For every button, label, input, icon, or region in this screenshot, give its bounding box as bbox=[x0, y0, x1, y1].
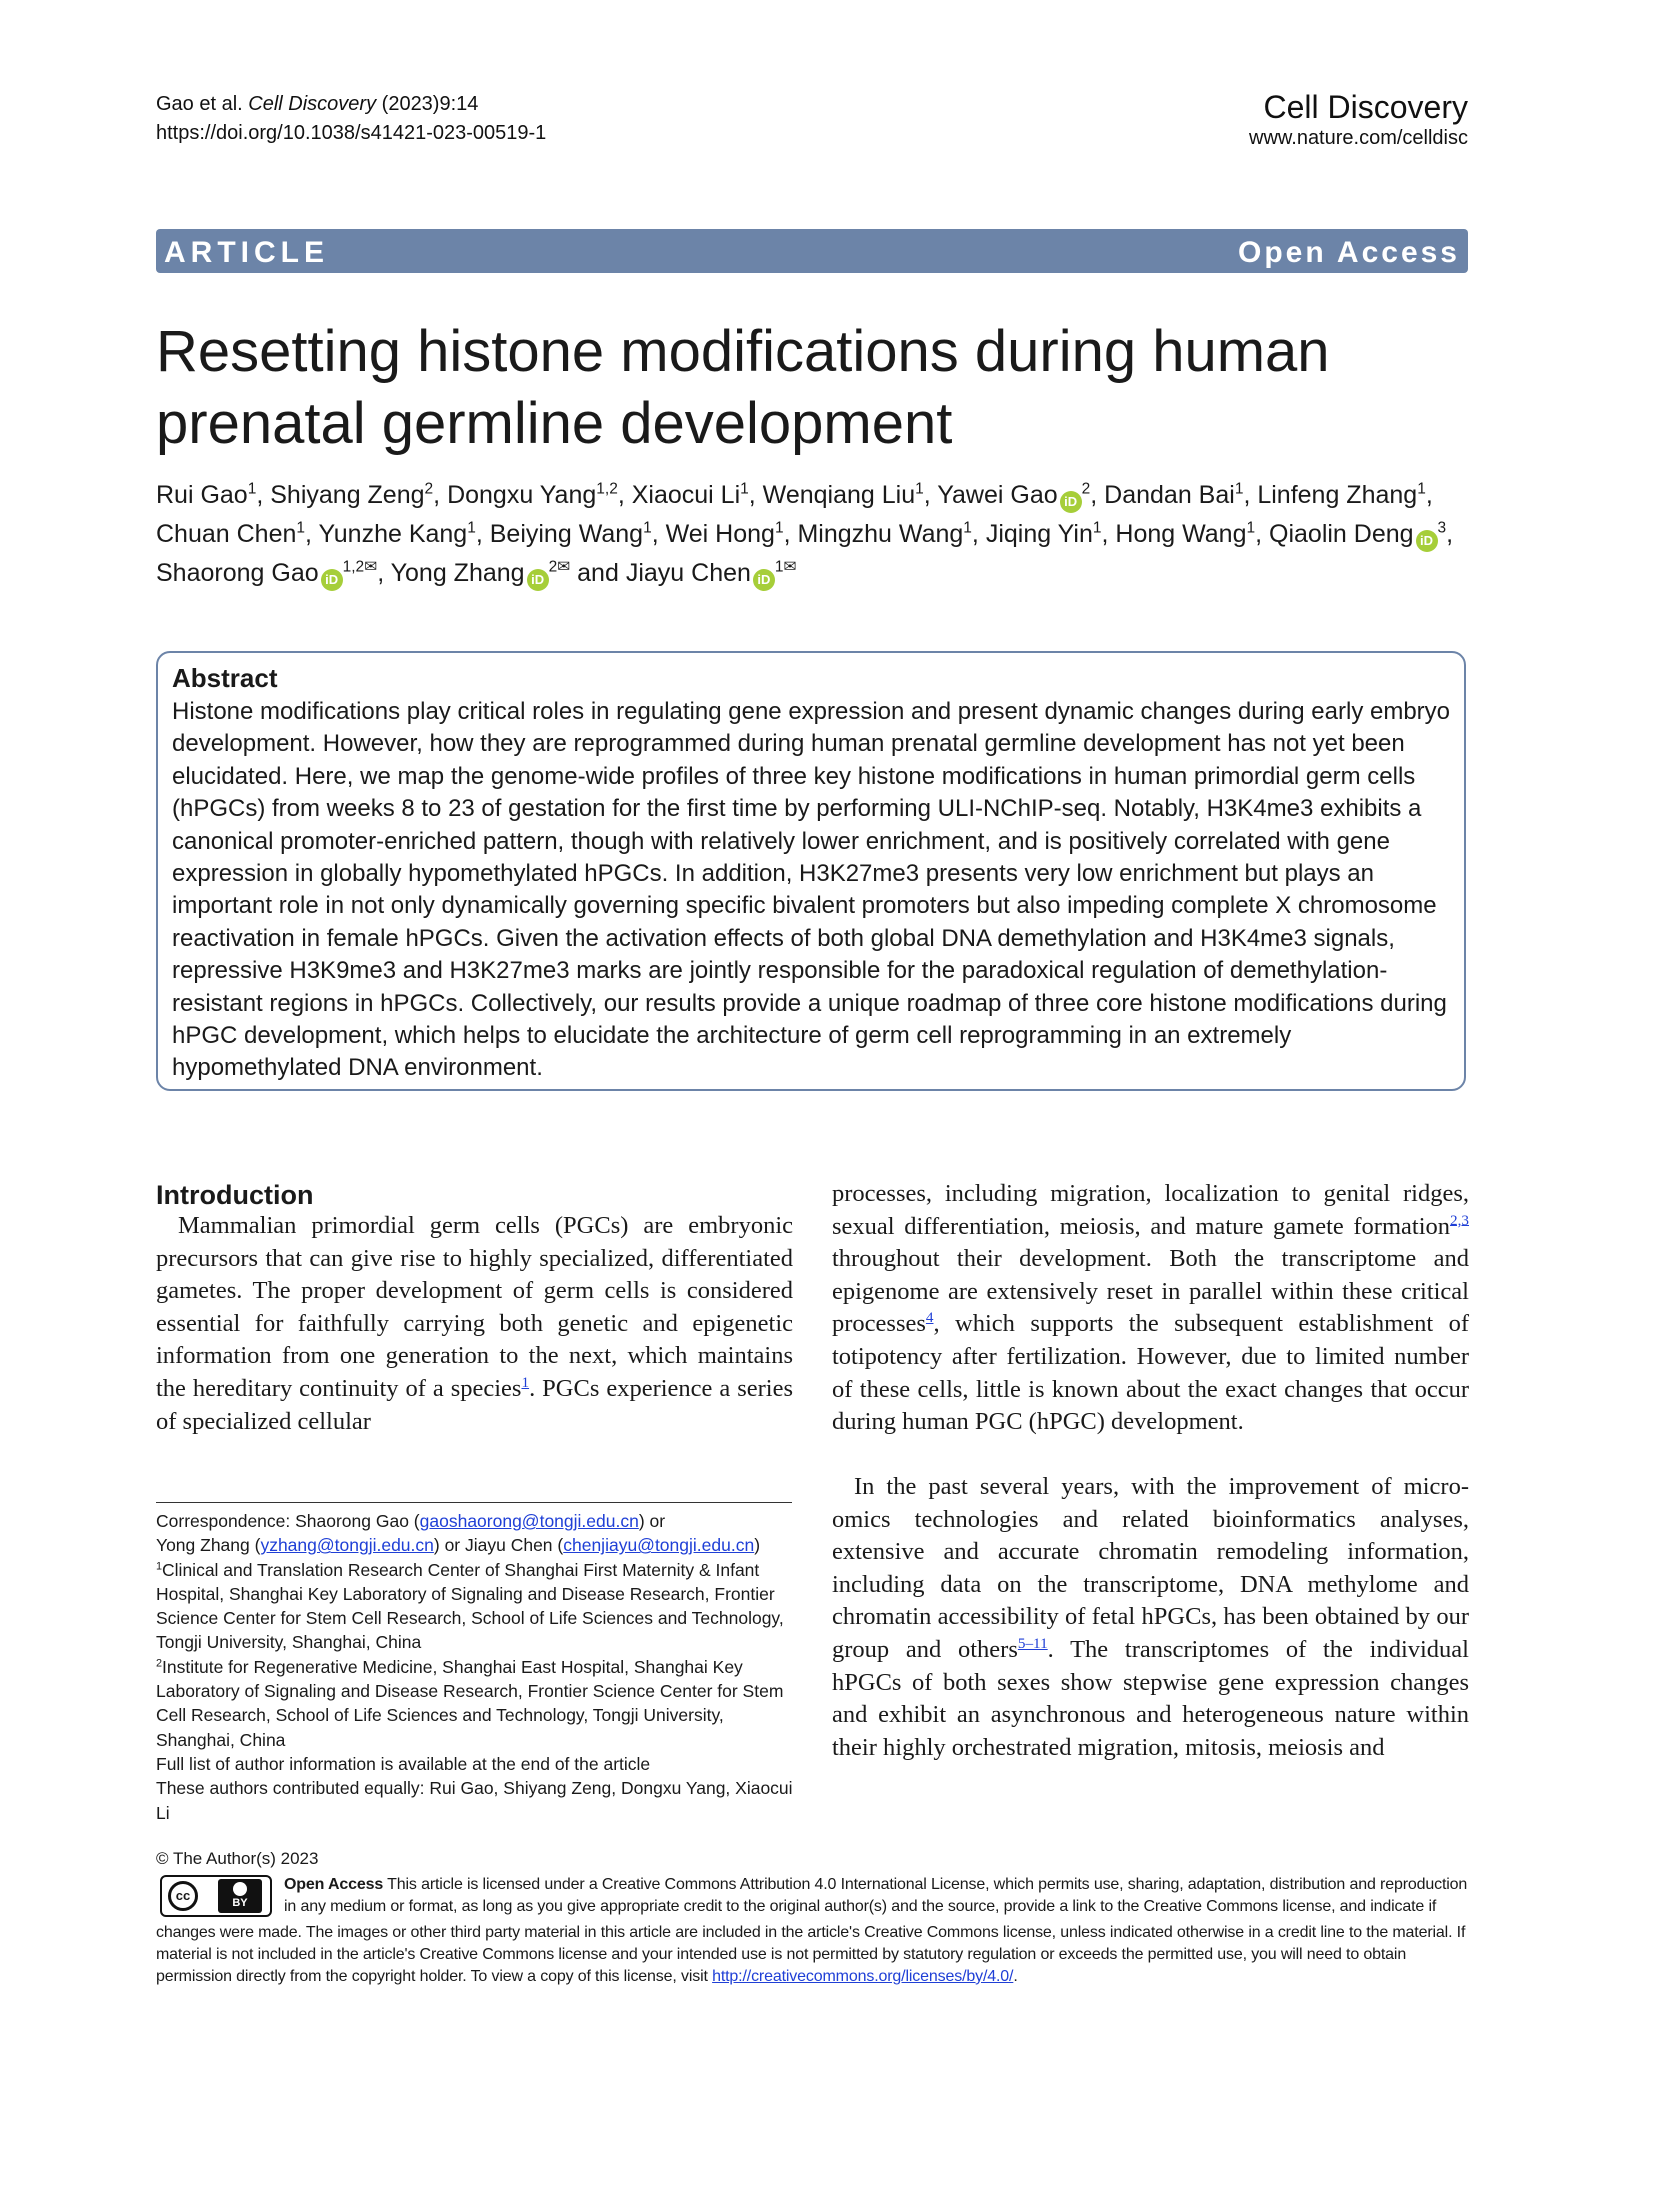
author-affiliation-number: 1 bbox=[247, 480, 257, 498]
orcid-icon[interactable]: iD bbox=[321, 569, 343, 591]
cc-by-badge[interactable] bbox=[160, 1875, 272, 1917]
cite-journal: Cell Discovery bbox=[248, 93, 377, 115]
title-line-2: prenatal germline development bbox=[156, 391, 953, 456]
orcid-icon[interactable]: iD bbox=[527, 569, 549, 591]
author-list: Rui Gao$^1$, Shiyang Zeng$^2$, Dongxu Yang$^{1,2}$, Xiaocui Li$^1$, Wenqiang Liu$^1$, Yawei Gao $iD^2$, Dandan Bai$^1$, Linfeng Zhang$^1$, Chuan Chen$^1$, Yunzhe Kang$^1$, Beiying Wang$^1$, Wei Hong$^1$, Mingzhu Wang$^1$, Jiqing Yin$^1$, Hong Wang$^1$, Qiaolin Deng $iD^3$, Shaorong Gao $iD^{1,2✉}$, Yong Zhang $iD^{2✉}$ and Jiayu Chen $iD^{1✉}$ bbox=[156, 476, 1486, 593]
author-name: Shiyang Zeng bbox=[270, 481, 425, 509]
author-affiliation-number: 1 bbox=[467, 519, 476, 537]
author-affiliation-number: 1 bbox=[296, 519, 306, 537]
license-text-b: changes were made. The images or other third party material in this article are included in the article's Creative Commons license, unless indicated otherwise in a credit line to the material. If material is not included in the article's Creative Commons license and your intended use is not permitted by statutory regulation or exceeds the permitted use, you will need to obtain permission directly from the copyright holder. To view a copy of this license, visit bbox=[156, 1924, 1466, 1985]
copyright: © The Author(s) 2023 bbox=[156, 1849, 319, 1868]
affiliation-1 bbox=[156, 1558, 796, 1655]
author-affiliation-number: 1 bbox=[740, 480, 749, 498]
correspondence-line-2 bbox=[156, 1533, 796, 1557]
author-name: Dandan Bai bbox=[1104, 481, 1235, 509]
title-line-1: Resetting histone modifications during human bbox=[156, 319, 1330, 384]
aff-text: Institute for Regenerative Medicine, Shanghai East Hospital, Shanghai Key Laboratory of Signaling and Disease Research, Frontier Science Center for Stem Cell Research, School of Life Sciences and Technology, Tongji University, Shanghai, China bbox=[156, 1656, 784, 1750]
intro-p1-text-2: . PGCs experience a series of specialized cellular bbox=[156, 1374, 793, 1435]
corr-text: ) or Jiayu Chen ( bbox=[433, 1535, 564, 1556]
email-zhang[interactable]: yzhang@tongji.edu.cn bbox=[260, 1535, 434, 1556]
author-affiliation-number: 1,2 bbox=[342, 558, 365, 576]
abstract-text: Histone modifications play critical roles in regulating gene expression and present dynamic changes during early embryo development. However, how they are reprogrammed during human prenatal germline development has not yet been elucidated. Here, we map the genome-wide profiles of three key histone modifications in human primordial germ cells (hPGCs) from weeks 8 to 23 of gestation for the first time by performing ULI-NChIP-seq. Notably, H3K4me3 exhibits a canonical promoter-enriched pattern, though with relatively lower enrichment, and is positively correlated with gene expression in globally hypomethylated hPGCs. In addition, H3K27me3 presents very low enrichment but plays an important role in not only dynamically governing specific bivalent promoters but also impeding complete X chromosome reactivation in female hPGCs. Given the activation effects of both global DNA demethylation and H3K4me3 signals, repressive H3K9me3 and H3K27me3 marks are jointly responsible for the paradoxical regulation of demethylation-resistant regions in hPGCs. Collectively, our results provide a unique roadmap of three core histone modifications during hPGC development, which helps to elucidate the architecture of germ cell reprogramming in an extremely hypomethylated DNA environment. bbox=[172, 698, 1451, 1082]
ref-link-1[interactable]: 1 bbox=[521, 1373, 530, 1391]
abstract-heading: Abstract bbox=[172, 663, 278, 693]
author-name: Rui Gao bbox=[156, 481, 248, 509]
author-affiliation-number: 1 bbox=[774, 519, 784, 537]
correspondence-line-1 bbox=[156, 1509, 796, 1533]
corr-text: Correspondence: Shaorong Gao ( bbox=[156, 1511, 420, 1531]
author-affiliation-number: 1 bbox=[1234, 480, 1244, 498]
orcid-icon[interactable]: iD bbox=[1060, 491, 1082, 513]
author-name: Jiqing Yin bbox=[985, 520, 1093, 548]
envelope-icon[interactable]: ✉ bbox=[364, 558, 378, 576]
citation bbox=[156, 90, 546, 148]
full-author-info-note: Full list of author information is available at the end of the article bbox=[156, 1753, 651, 1774]
author-name: Mingzhu Wang bbox=[797, 520, 964, 548]
author-name: Linfeng Zhang bbox=[1257, 481, 1418, 509]
author-affiliation-number: 2 bbox=[548, 558, 558, 576]
person-icon bbox=[233, 1882, 247, 1896]
email-gao[interactable]: gaoshaorong@tongji.edu.cn bbox=[419, 1511, 639, 1531]
envelope-icon[interactable]: ✉ bbox=[557, 558, 571, 576]
license-text-1 bbox=[284, 1874, 1474, 1918]
license-text-2 bbox=[156, 1922, 1474, 1988]
author-name: Wenqiang Liu bbox=[762, 481, 916, 509]
equal-contribution-note: These authors contributed equally: Rui Gao, Shiyang Zeng, Dongxu Yang, Xiaocui Li bbox=[156, 1778, 793, 1823]
license-text-end: . bbox=[1013, 1968, 1018, 1985]
correspondence-block bbox=[156, 1509, 796, 1825]
orcid-icon[interactable]: iD bbox=[1416, 530, 1438, 552]
cite-volume: (2023)9:14 bbox=[381, 93, 479, 115]
author-name: Wei Hong bbox=[665, 520, 775, 548]
article-type-bar bbox=[156, 229, 1468, 273]
author-affiliation-number: 1,2 bbox=[596, 480, 618, 498]
author-name: Xiaocui Li bbox=[631, 481, 741, 509]
author-affiliation-number: 1 bbox=[774, 558, 784, 576]
author-name: Yunzhe Kang bbox=[318, 520, 468, 548]
author-affiliation-number: 1 bbox=[915, 480, 924, 498]
journal-url[interactable]: www.nature.com/celldisc bbox=[1249, 127, 1468, 149]
by-label: BY bbox=[232, 1897, 248, 1909]
author-name: Hong Wang bbox=[1115, 520, 1247, 548]
author-affiliation-number: 1 bbox=[643, 519, 652, 537]
intro-r2-text-2: . The transcriptomes of the individual hPGCs of both sexes show stepwise gene expression changes and exhibit an asynchronous and heterogeneous nature within their highly orchestrated migration, mitosis, meiosis and bbox=[832, 1635, 1469, 1761]
author-affiliation-number: 2 bbox=[1081, 480, 1091, 498]
intro-paragraph-1-continued bbox=[832, 1178, 1469, 1439]
intro-r2-text: In the past several years, with the improvement of micro-omics technologies and related bioinformatics analyses, extensive and accurate chromatin remodeling information, including data on the transcriptome, DNA methylome and chromatin accessibility of fetal hPGCs, has been obtained by our group and others bbox=[832, 1473, 1469, 1663]
license-text-a: This article is licensed under a Creative Commons Attribution 4.0 International License, which permits use, sharing, adaptation, distribution and reproduction in any medium or format, as long as you give appropriate credit to the original author(s) and the source, provide a link to the Creative Commons license, and indicate if bbox=[284, 1876, 1468, 1915]
corr-text: Yong Zhang ( bbox=[156, 1535, 261, 1556]
author-name: Yong Zhang bbox=[390, 559, 525, 587]
author-name: Chuan Chen bbox=[156, 520, 297, 548]
author-affiliation-number: 1 bbox=[963, 519, 972, 537]
email-chen[interactable]: chenjiayu@tongji.edu.cn bbox=[563, 1535, 755, 1556]
author-affiliation-number: 1 bbox=[1092, 519, 1102, 537]
journal-name: Cell Discovery bbox=[1263, 89, 1468, 125]
aff-num: 1 bbox=[156, 1560, 163, 1573]
license-url-link[interactable]: http://creativecommons.org/licenses/by/4.0/ bbox=[712, 1968, 1014, 1985]
orcid-icon[interactable]: iD bbox=[753, 569, 775, 591]
envelope-icon[interactable]: ✉ bbox=[783, 558, 797, 576]
intro-r1-text-3: , which supports the subsequent establishment of totipotency after fertilization. However, due to limited number of these cells, little is known about the exact changes that occur during human PGC (hPGC) development. bbox=[832, 1310, 1469, 1436]
doi-link[interactable]: https://doi.org/10.1038/s41421-023-00519-1 bbox=[156, 122, 547, 144]
authors-and: and bbox=[577, 559, 619, 587]
intro-p1-text: Mammalian primordial germ cells (PGCs) are embryonic precursors that can give rise to highly specialized, differentiated gametes. The proper development of germ cells is considered essential for faithfully carrying both genetic and epigenetic information from one generation to the next, which maintains the hereditary continuity of a species bbox=[156, 1212, 793, 1402]
author-name: Beiying Wang bbox=[489, 520, 644, 548]
author-name: Yawei Gao bbox=[937, 481, 1058, 509]
article-title bbox=[156, 316, 1486, 460]
open-access-label: Open Access bbox=[1238, 236, 1460, 269]
intro-r1-text: processes, including migration, localization to genital ridges, sexual differentiation, meiosis, and mature gamete formation bbox=[832, 1180, 1469, 1240]
author-affiliation-number: 1 bbox=[1417, 480, 1426, 498]
article-label: ARTICLE bbox=[164, 236, 329, 269]
ref-link-5-11[interactable]: 5–11 bbox=[1017, 1634, 1048, 1652]
aff-num: 2 bbox=[156, 1657, 163, 1670]
author-affiliation-number: 3 bbox=[1437, 519, 1447, 537]
intro-paragraph-2 bbox=[832, 1471, 1469, 1764]
author-name: Dongxu Yang bbox=[447, 481, 597, 509]
intro-r1-text-2: throughout their development. Both the transcriptome and epigenome are extensively reset in parallel within these critical processes bbox=[832, 1245, 1469, 1338]
corr-text: ) bbox=[754, 1535, 761, 1556]
aff-text: Clinical and Translation Research Center of Shanghai First Maternity & Infant Hospital, Shanghai Key Laboratory of Signaling and Disease Research, Frontier Science Center for Stem Cell Research, School of Life Sciences and Technology, Tongji University, Shanghai, China bbox=[156, 1559, 784, 1653]
by-logo-icon bbox=[218, 1879, 262, 1913]
author-name: Jiayu Chen bbox=[625, 559, 751, 587]
journal-brand bbox=[1249, 88, 1468, 150]
author-name: Shaorong Gao bbox=[156, 559, 319, 587]
footnote-divider bbox=[156, 1502, 792, 1503]
abstract-box bbox=[156, 651, 1466, 1091]
introduction-heading: Introduction bbox=[156, 1180, 314, 1210]
author-affiliation-number: 1 bbox=[1246, 519, 1256, 537]
corr-text: ) or bbox=[638, 1511, 666, 1531]
cc-logo-icon: cc bbox=[168, 1881, 198, 1911]
affiliation-2 bbox=[156, 1655, 796, 1752]
ref-link-4[interactable]: 4 bbox=[925, 1309, 934, 1327]
author-affiliation-number: 2 bbox=[424, 480, 434, 498]
cite-author: Gao et al. bbox=[156, 93, 243, 115]
open-access-bold: Open Access bbox=[284, 1876, 384, 1893]
ref-link-2-3[interactable]: 2,3 bbox=[1450, 1211, 1469, 1229]
intro-paragraph-1 bbox=[156, 1210, 793, 1438]
author-name: Qiaolin Deng bbox=[1269, 520, 1414, 548]
